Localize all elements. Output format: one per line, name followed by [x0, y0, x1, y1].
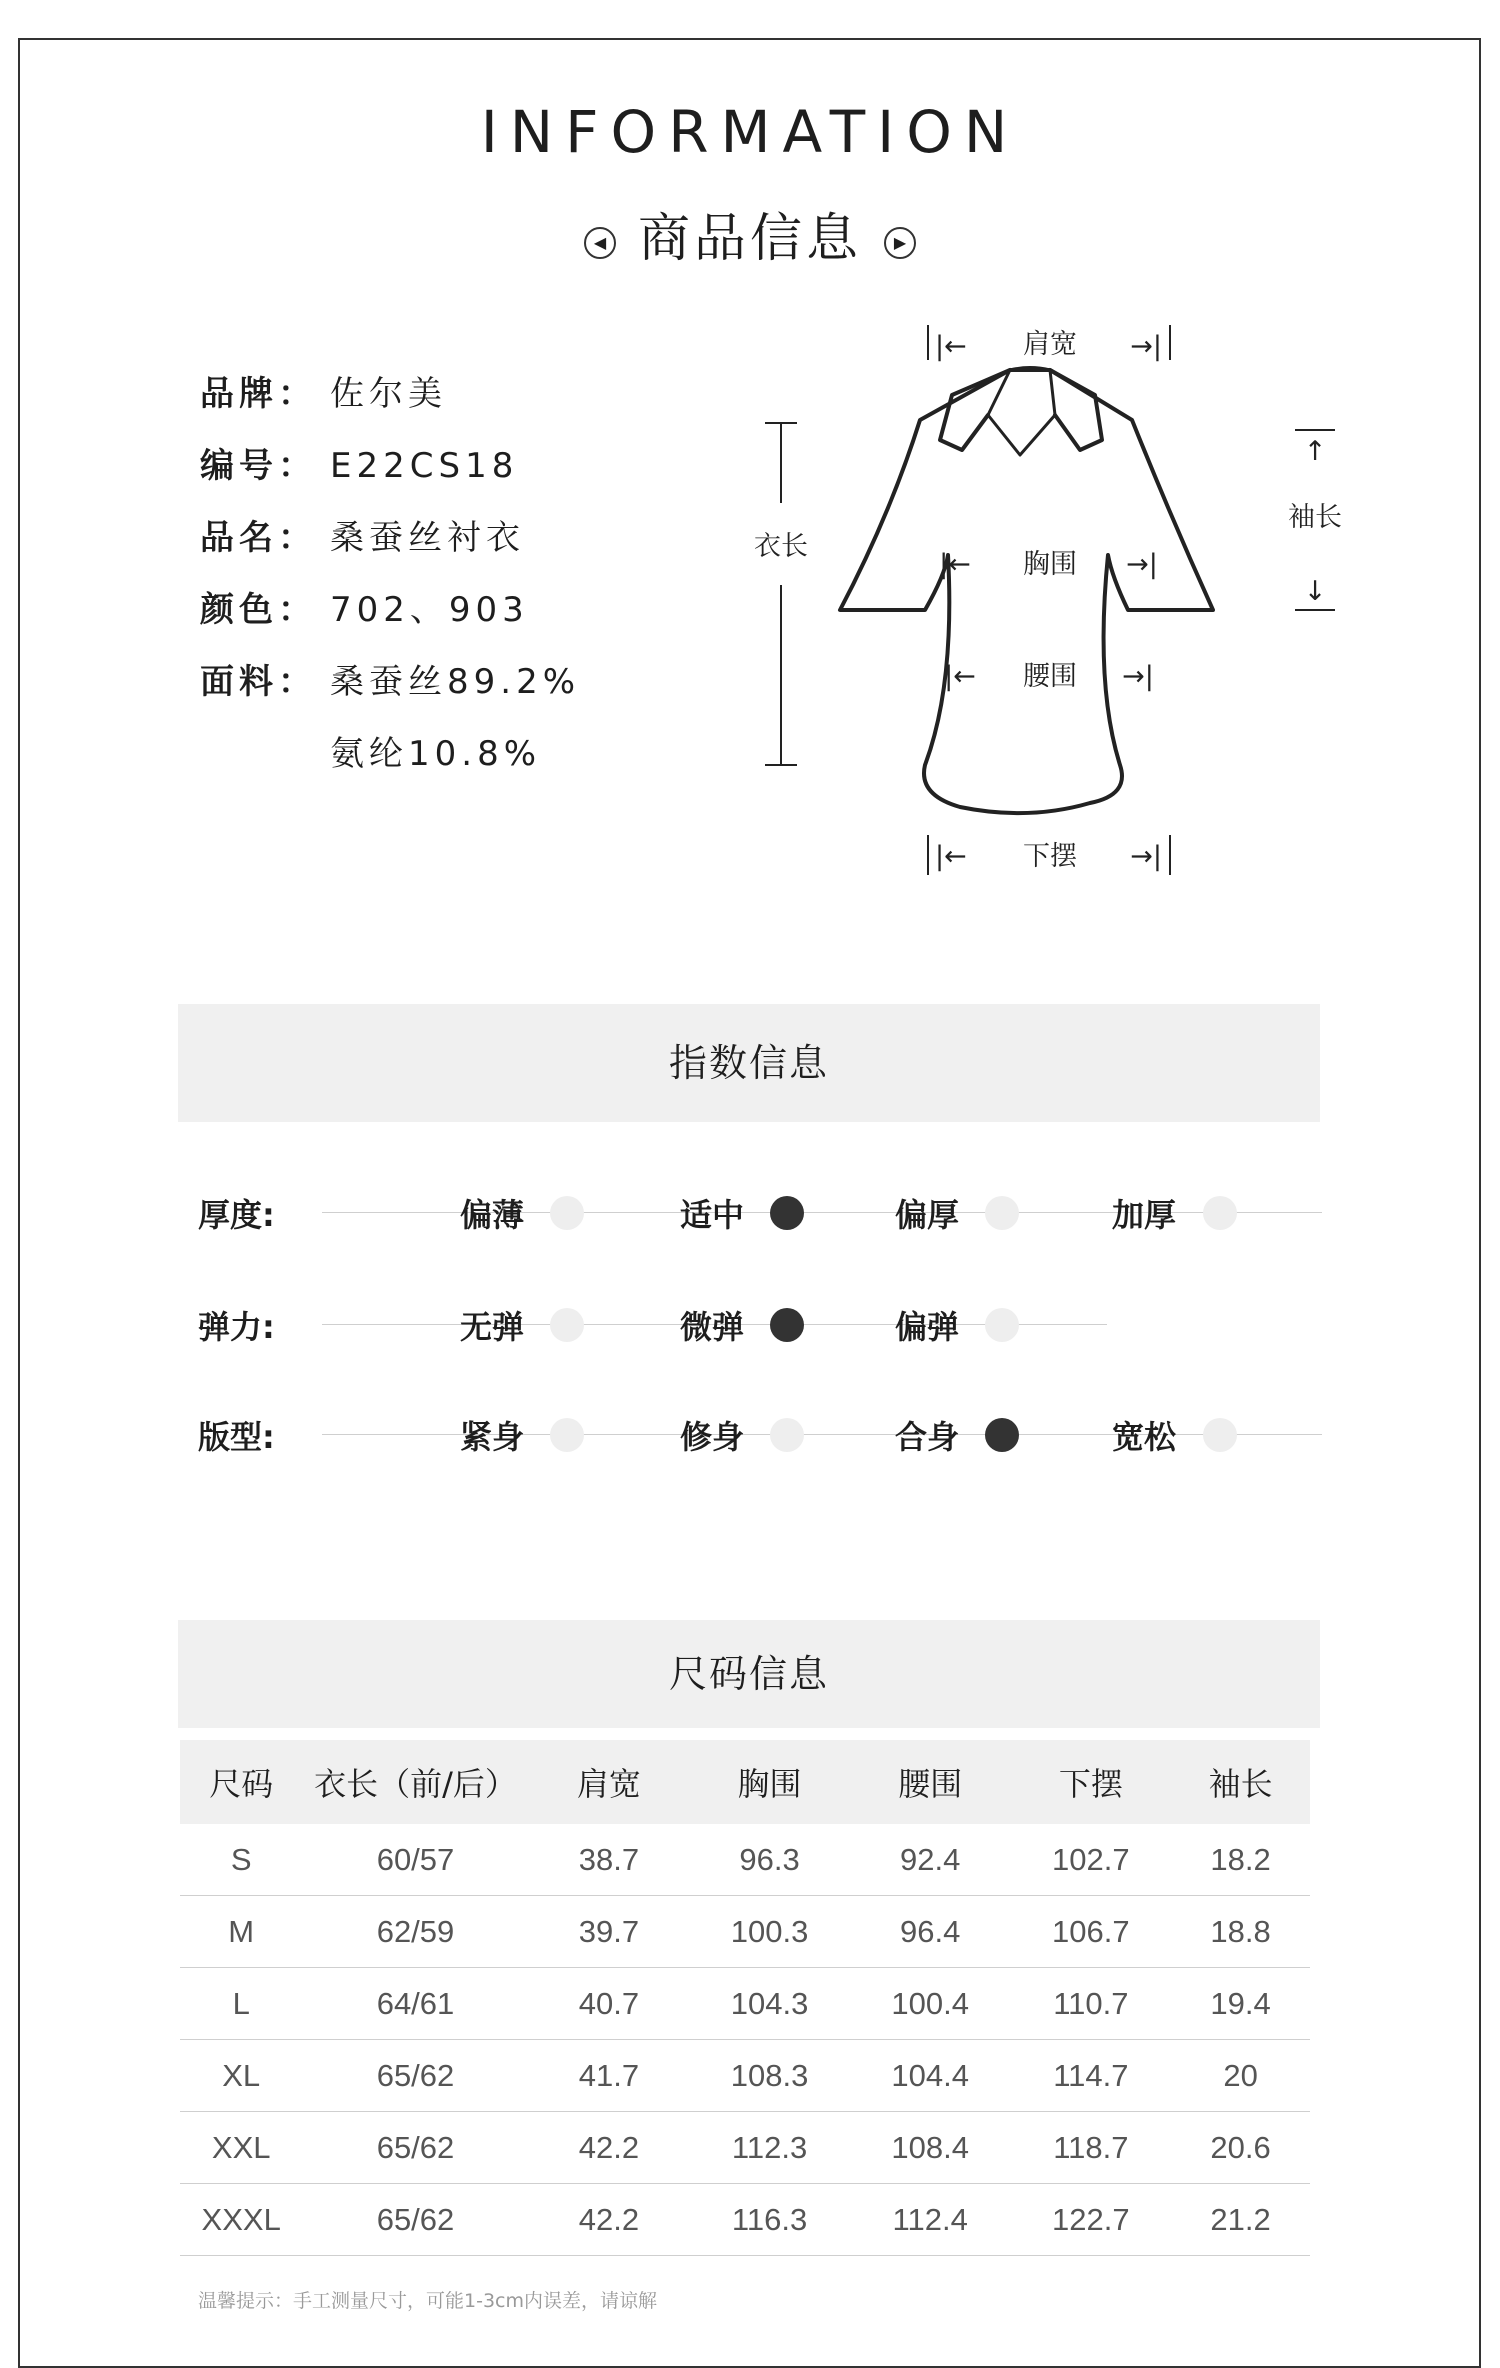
info-value: 702、903: [330, 590, 529, 630]
size-table-header: [180, 1740, 1310, 1824]
cell: 122.7: [1011, 2184, 1172, 2256]
table-row: [180, 2040, 1310, 2112]
cell: 20: [1171, 2040, 1310, 2112]
option-label: 适中: [680, 1196, 745, 1234]
cell: 112.3: [689, 2112, 850, 2184]
shirt-measure-diagram: [730, 315, 1370, 890]
measure-lines: [765, 325, 1335, 875]
cell: 106.7: [1011, 1896, 1172, 1968]
option-label: 偏弹: [895, 1308, 960, 1346]
cell: 21.2: [1171, 2184, 1310, 2256]
option-dot: [1203, 1418, 1237, 1452]
cell: 118.7: [1011, 2112, 1172, 2184]
cell: 18.8: [1171, 1896, 1310, 1968]
option-dot: [985, 1196, 1019, 1230]
info-label: 面料：: [200, 662, 317, 702]
cell: 100.3: [689, 1896, 850, 1968]
info-label: 品名：: [200, 518, 317, 558]
arrow-right-icon: ▶: [884, 227, 916, 259]
cell: XXXL: [180, 2184, 302, 2256]
info-row: [200, 718, 580, 790]
col-header: 衣长（前/后）: [302, 1740, 528, 1824]
info-value: 佐尔美: [330, 374, 447, 414]
shoulder-arrow-left: |←: [935, 331, 967, 362]
hem-label: 下摆: [1023, 841, 1077, 872]
info-label: 品牌：: [200, 374, 317, 414]
cell: S: [180, 1824, 302, 1896]
info-label: 颜色：: [200, 590, 317, 630]
chest-arrow-left: |←: [939, 549, 971, 580]
info-value: 桑蚕丝89.2%: [330, 662, 581, 702]
hem-arrow-right: →|: [1130, 841, 1162, 872]
cell: XL: [180, 2040, 302, 2112]
hem-arrow-left: |←: [935, 841, 967, 872]
measurement-note: 温馨提示：手工测量尺寸，可能1-3cm内误差，请谅解: [198, 2290, 657, 2312]
info-value: 氨纶10.8%: [330, 734, 542, 774]
cell: 41.7: [529, 2040, 690, 2112]
cell: 112.4: [850, 2184, 1011, 2256]
cell: 102.7: [1011, 1824, 1172, 1896]
info-row: [200, 646, 580, 718]
title-en: INFORMATION: [480, 98, 1020, 166]
info-label: 编号：: [200, 446, 317, 486]
option-label: 宽松: [1112, 1418, 1177, 1456]
col-header: 腰围: [850, 1740, 1011, 1824]
option-label: 微弹: [680, 1308, 745, 1346]
table-row: [180, 1896, 1310, 1968]
option-dot: [770, 1418, 804, 1452]
table-row: [180, 1968, 1310, 2040]
index-label-fit: 版型:: [198, 1418, 275, 1456]
option-dot: [550, 1418, 584, 1452]
option-dot: [985, 1308, 1019, 1342]
cell: 65/62: [302, 2112, 528, 2184]
cell: 20.6: [1171, 2112, 1310, 2184]
option-dot: [550, 1196, 584, 1230]
cell: 96.3: [689, 1824, 850, 1896]
option-label: 加厚: [1112, 1196, 1177, 1234]
col-header: 胸围: [689, 1740, 850, 1824]
cell: 110.7: [1011, 1968, 1172, 2040]
info-row: [200, 574, 580, 646]
sleeve-label: 袖长: [1288, 502, 1342, 533]
cell: 38.7: [529, 1824, 690, 1896]
sleeve-arrow-down: ↓: [1303, 576, 1327, 607]
index-label-elasticity: 弹力:: [198, 1308, 275, 1346]
shoulder-arrow-right: →|: [1130, 331, 1162, 362]
size-section-title: 尺码信息: [178, 1620, 1320, 1728]
cell: XXL: [180, 2112, 302, 2184]
option-label: 紧身: [460, 1418, 525, 1456]
chest-arrow-right: →|: [1126, 549, 1158, 580]
shirt-outline-icon: [840, 368, 1213, 814]
waist-arrow-right: →|: [1122, 661, 1154, 692]
cell: 108.3: [689, 2040, 850, 2112]
table-row: [180, 2112, 1310, 2184]
cell: 100.4: [850, 1968, 1011, 2040]
info-value: E22CS18: [330, 446, 519, 486]
cell: 104.3: [689, 1968, 850, 2040]
cell: L: [180, 1968, 302, 2040]
cell: 60/57: [302, 1824, 528, 1896]
option-dot: [1203, 1196, 1237, 1230]
cell: 116.3: [689, 2184, 850, 2256]
cell: 40.7: [529, 1968, 690, 2040]
index-label-thickness: 厚度:: [198, 1196, 275, 1234]
cell: 104.4: [850, 2040, 1011, 2112]
cell: 114.7: [1011, 2040, 1172, 2112]
index-section-title: 指数信息: [178, 1004, 1320, 1122]
option-label: 偏厚: [895, 1196, 960, 1234]
option-label: 修身: [680, 1418, 745, 1456]
info-row: [200, 502, 580, 574]
cell: 19.4: [1171, 1968, 1310, 2040]
col-header: 下摆: [1011, 1740, 1172, 1824]
col-header: 肩宽: [529, 1740, 690, 1824]
product-info: [200, 358, 580, 790]
length-label: 衣长: [754, 531, 808, 562]
cell: 65/62: [302, 2040, 528, 2112]
col-header: 尺码: [180, 1740, 302, 1824]
table-row: [180, 2184, 1310, 2256]
info-value: 桑蚕丝衬衣: [330, 518, 525, 558]
option-label: 无弹: [460, 1308, 525, 1346]
arrow-left-icon: ◀: [584, 227, 616, 259]
cell: 96.4: [850, 1896, 1011, 1968]
waist-arrow-left: |←: [944, 661, 976, 692]
cell: M: [180, 1896, 302, 1968]
title-cn-wrap: [0, 196, 1500, 271]
option-dot-selected: [770, 1196, 804, 1230]
cell: 108.4: [850, 2112, 1011, 2184]
cell: 42.2: [529, 2184, 690, 2256]
option-label: 合身: [895, 1418, 960, 1456]
cell: 92.4: [850, 1824, 1011, 1896]
chest-label: 胸围: [1023, 549, 1077, 580]
option-label: 偏薄: [460, 1196, 525, 1234]
cell: 62/59: [302, 1896, 528, 1968]
option-dot-selected: [770, 1308, 804, 1342]
cell: 18.2: [1171, 1824, 1310, 1896]
title-cn: 商品信息: [637, 209, 862, 269]
size-table: [180, 1740, 1310, 2256]
cell: 65/62: [302, 2184, 528, 2256]
sleeve-arrow-up: ↑: [1303, 436, 1327, 467]
waist-label: 腰围: [1023, 661, 1077, 692]
cell: 64/61: [302, 1968, 528, 2040]
cell: 39.7: [529, 1896, 690, 1968]
info-row: [200, 358, 580, 430]
option-dot: [550, 1308, 584, 1342]
col-header: 袖长: [1171, 1740, 1310, 1824]
cell: 42.2: [529, 2112, 690, 2184]
option-dot-selected: [985, 1418, 1019, 1452]
shoulder-label: 肩宽: [1023, 329, 1077, 360]
table-row: [180, 1824, 1310, 1896]
info-row: [200, 430, 580, 502]
